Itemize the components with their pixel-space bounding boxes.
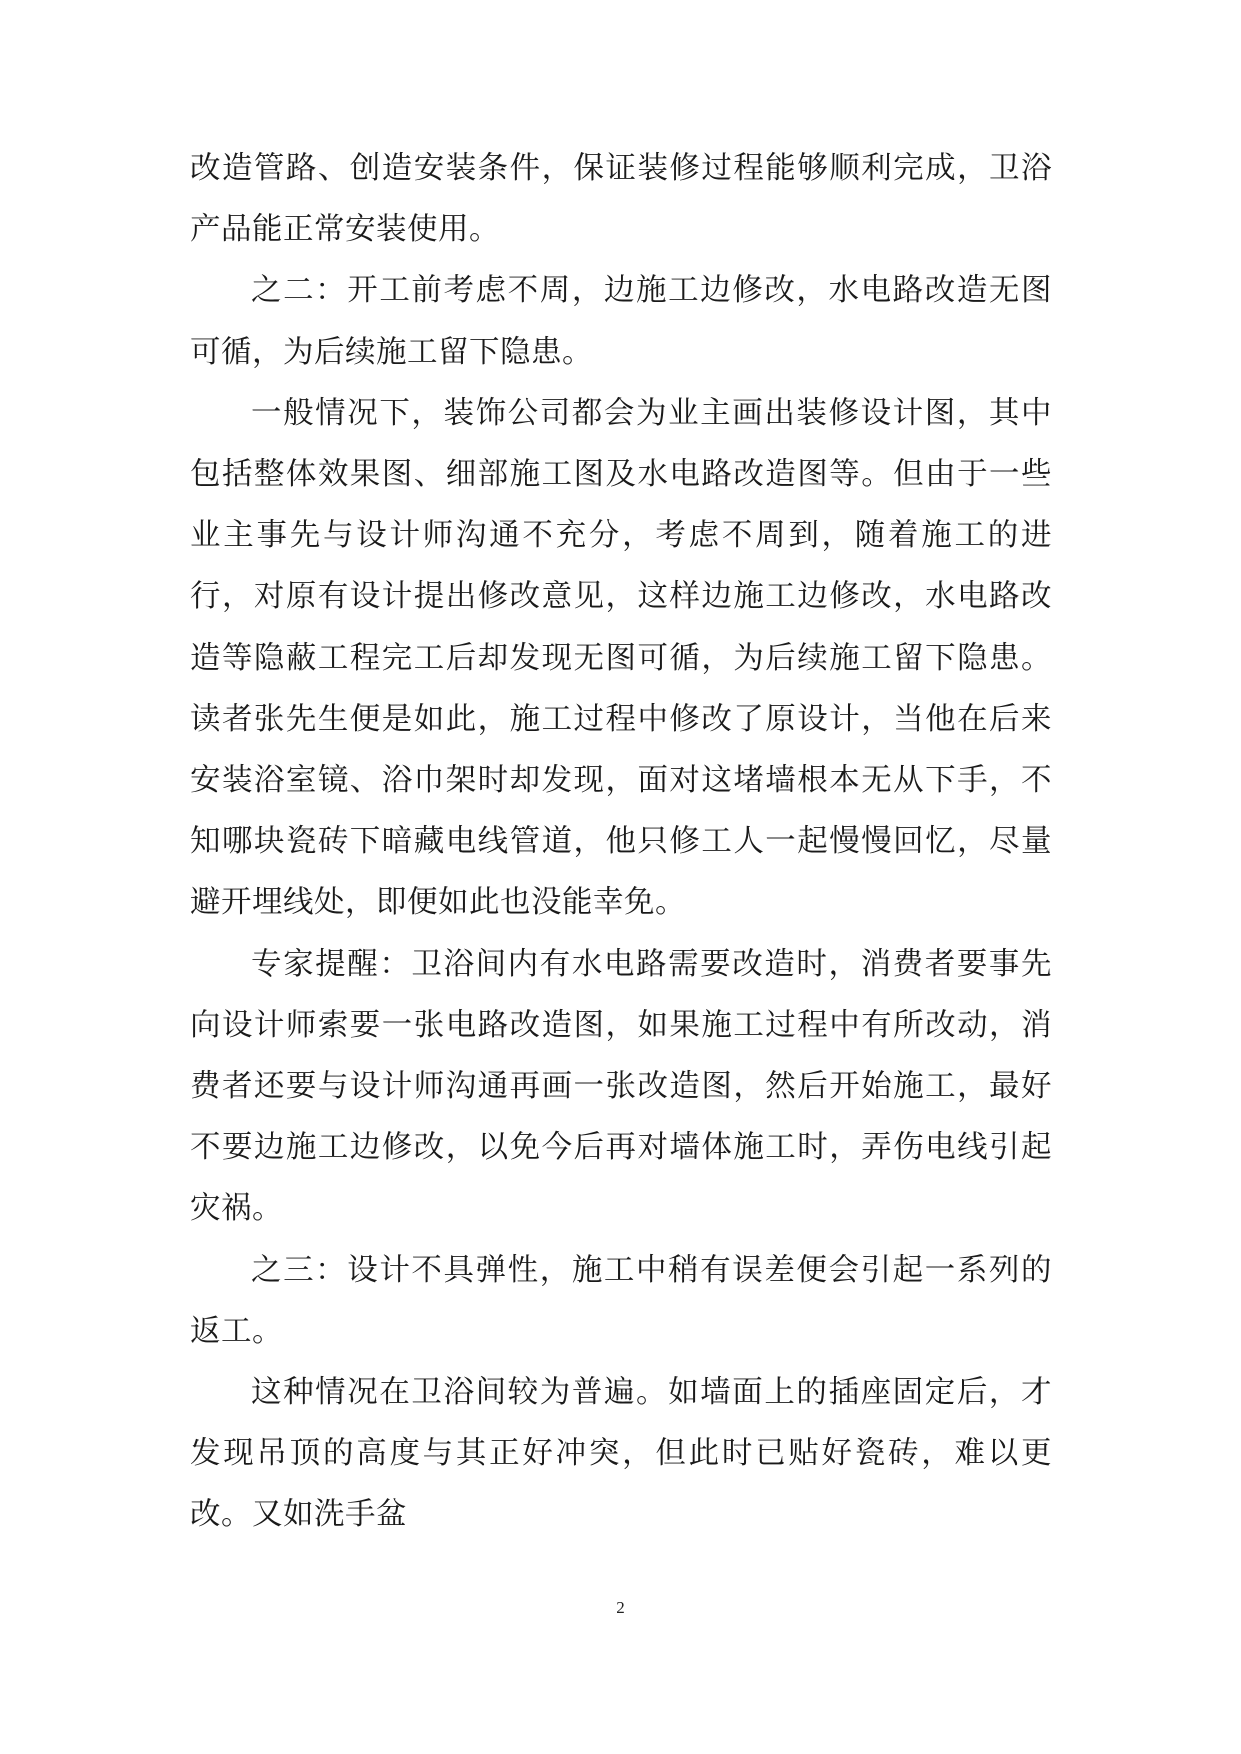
paragraph-5: 之三：设计不具弹性，施工中稍有误差便会引起一系列的返工。	[190, 1252, 1052, 1349]
document-body	[190, 138, 1052, 1578]
paragraph-2: 之二：开工前考虑不周，边施工边修改，水电路改造无图可循，为后续施工留下隐患。	[190, 273, 1052, 370]
paragraph-4: 专家提醒：卫浴间内有水电路需要改造时，消费者要事先向设计师索要一张电路改造图，如果施工过程中有所改动，消费者还要与设计师沟通再画一张改造图，然后开始施工，最好不要边施工边修改，以免今后再对墙体施工时，弄伤电线引起灾祸。	[190, 946, 1052, 1227]
paragraph-6: 这种情况在卫浴间较为普遍。如墙面上的插座固定后，才发现吊顶的高度与其正好冲突，但此时已贴好瓷砖，难以更改。又如洗手盆	[190, 1375, 1052, 1533]
page-number: 2	[616, 1598, 625, 1617]
paragraph-3: 一般情况下，装饰公司都会为业主画出装修设计图，其中包括整体效果图、细部施工图及水电路改造图等。但由于一些业主事先与设计师沟通不充分，考虑不周到，随着施工的进行，对原有设计提出修改意见，这样边施工边修改，水电路改造等隐蔽工程完工后却发现无图可循，为后续施工留下隐患。读者张先生便是如此，施工过程中修改了原设计，当他在后来安装浴室镜、浴巾架时却发现，面对这堵墙根本无从下手，不知哪块瓷砖下暗藏电线管道，他只修工人一起慢慢回忆，尽量避开埋线处，即便如此也没能幸免。	[190, 395, 1052, 921]
paragraph-1: 改造管路、创造安装条件，保证装修过程能够顺利完成，卫浴产品能正常安装使用。	[190, 151, 1052, 248]
